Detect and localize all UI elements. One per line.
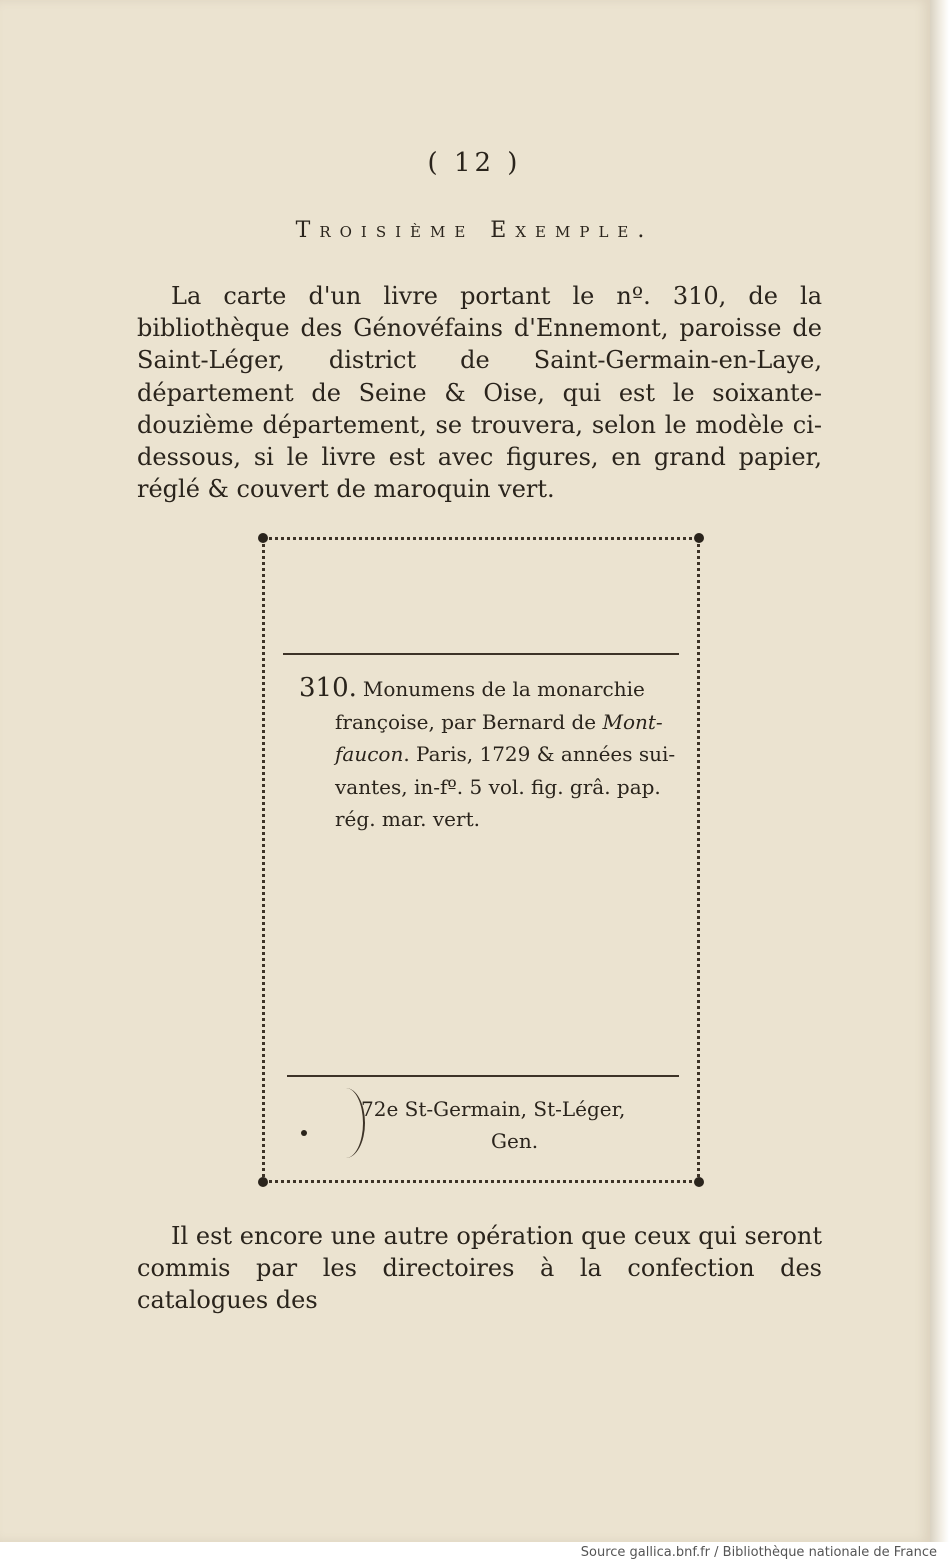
card-entry-line-3: faucon. Paris, 1729 & années sui-	[335, 742, 676, 767]
page-number: ( 12 )	[427, 148, 522, 178]
card-entry-line-1: 310. Monumens de la monarchie	[299, 673, 645, 703]
catalog-card	[262, 537, 700, 1183]
closing-paragraph: Il est encore une autre opération que ceux qui seront commis par les directoires à la confection des catalogues des	[137, 1222, 822, 1315]
card-entry	[299, 672, 679, 836]
card-location-line-2: Gen.	[491, 1129, 539, 1153]
card-corner-bottom-right	[694, 1177, 704, 1187]
card-corner-top-left	[258, 533, 268, 543]
card-location	[361, 1093, 681, 1157]
source-credit: Source gallica.bnf.fr / Bibliothèque nationale de France	[580, 1545, 937, 1560]
card-number: 310.	[299, 673, 357, 703]
card-corner-bottom-left	[258, 1177, 268, 1187]
page-edge	[930, 0, 949, 1542]
card-entry-line-5: rég. mar. vert.	[335, 807, 480, 832]
card-location-line-1: 72e St-Germain, St-Léger,	[361, 1097, 626, 1121]
intro-paragraph: La carte d'un livre portant le nº. 310, de la bibliothèque des Génovéfains d'Ennemont, paroisse de Saint-Léger, district de Saint-Germain-en-Laye, département de Seine & Oise, qui est le soixante-douzième département, se trouvera, selon le modèle ci-dessous, si le livre est avec figures, en grand papier, réglé & couvert de maroquin vert.	[137, 282, 822, 504]
card-bullet	[301, 1130, 307, 1136]
section-title: Troisième Exemple.	[295, 218, 654, 243]
card-corner-top-right	[694, 533, 704, 543]
card-bottom-rule	[287, 1075, 679, 1077]
card-top-rule	[283, 653, 679, 655]
card-entry-line-4: vantes, in-fº. 5 vol. fig. grâ. pap.	[335, 774, 661, 799]
card-entry-line-2: françoise, par Bernard de Mont-	[335, 709, 663, 734]
